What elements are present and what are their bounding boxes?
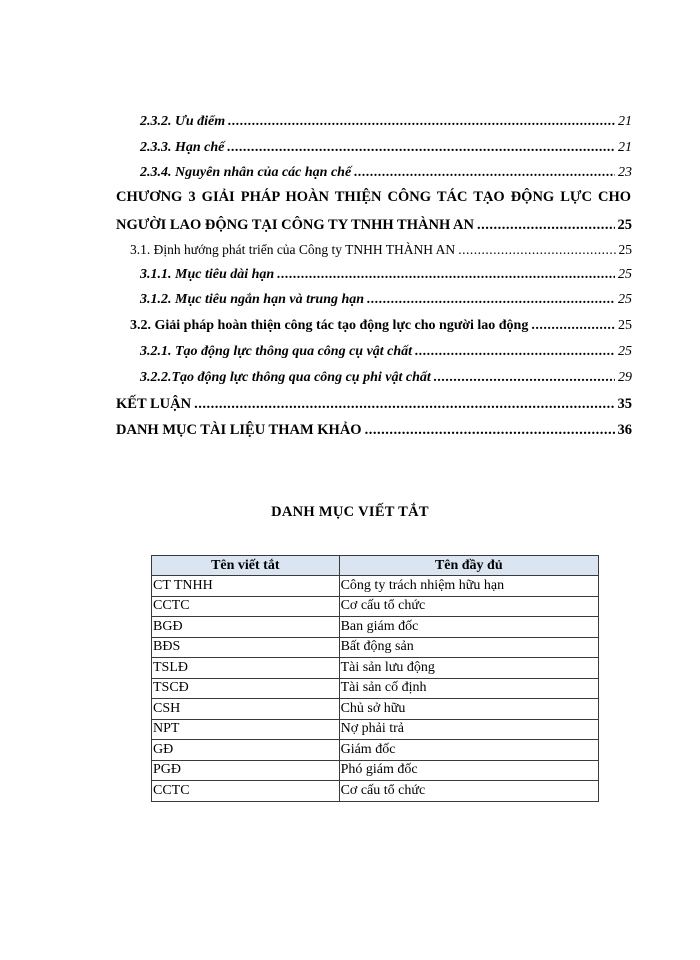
table-row: [152, 576, 599, 597]
toc-entry-page: 25: [618, 267, 632, 282]
toc-entry-page: 29: [618, 370, 632, 385]
full-name-cell: Giám đốc: [339, 740, 598, 761]
toc-entry-label: 3.1.2. Mục tiêu ngắn hạn và trung hạn: [140, 292, 365, 307]
table-row: [152, 596, 599, 617]
toc-leader: [227, 140, 615, 156]
table-row: [152, 617, 599, 638]
abbreviation-cell: CCTC: [152, 781, 340, 802]
toc-leader: [365, 422, 615, 439]
column-header-full-name: Tên đầy đủ: [339, 556, 598, 576]
toc-entry-label: 2.3.3. Hạn chế: [140, 140, 225, 155]
abbreviations-table: [151, 555, 599, 802]
toc-entry[interactable]: [140, 114, 632, 130]
toc-entry[interactable]: [130, 318, 632, 334]
table-row: [152, 658, 599, 679]
full-name-cell: Nợ phải trả: [339, 719, 598, 740]
toc-leader: [367, 292, 615, 308]
table-row: [152, 719, 599, 740]
toc-entry-page: 21: [618, 114, 632, 129]
full-name-cell: Bất động sản: [339, 637, 598, 658]
toc-entry[interactable]: [116, 422, 632, 439]
full-name-cell: Tài sản cố định: [339, 678, 598, 699]
toc-entry[interactable]: [130, 242, 632, 258]
toc-entry-label: 2.3.4. Nguyên nhân của các hạn chế: [140, 165, 352, 180]
toc-entry-page: 36: [617, 422, 632, 438]
abbreviation-cell: CSH: [152, 699, 340, 720]
toc-entry-label: 3.2.1. Tạo động lực thông qua công cụ vật chất: [140, 344, 413, 359]
toc-entry-label: 2.3.2. Ưu điểm: [140, 114, 226, 129]
full-name-cell: Phó giám đốc: [339, 760, 598, 781]
toc-entry-page: 35: [617, 396, 632, 412]
abbreviation-cell: BĐS: [152, 637, 340, 658]
toc-entry[interactable]: [140, 165, 632, 181]
toc-entry-label: 3.1. Định hướng phát triển của Công ty TNHH THÀNH AN: [130, 242, 456, 257]
toc-entry-label: NGƯỜI LAO ĐỘNG TẠI CÔNG TY TNHH THÀNH AN: [116, 217, 474, 233]
toc-entry[interactable]: [140, 267, 632, 283]
abbreviation-cell: NPT: [152, 719, 340, 740]
table-row: [152, 637, 599, 658]
toc-chapter-heading[interactable]: CHƯƠNG 3 GIẢI PHÁP HOÀN THIỆN CÔNG TÁC TẠO ĐỘNG LỰC CHO: [116, 189, 631, 205]
toc-entry-page: 25: [618, 242, 632, 257]
toc-entry[interactable]: [116, 396, 632, 413]
toc-leader: [415, 344, 615, 360]
toc-entry[interactable]: [116, 217, 632, 234]
toc-entry[interactable]: [140, 292, 632, 308]
full-name-cell: Cơ cấu tổ chức: [339, 596, 598, 617]
full-name-cell: Công ty trách nhiệm hữu hạn: [339, 576, 598, 597]
full-name-cell: Tài sản lưu động: [339, 658, 598, 679]
table-row: [152, 781, 599, 802]
toc-leader: [477, 217, 615, 234]
table-row: [152, 760, 599, 781]
toc-leader: [458, 242, 615, 258]
abbreviation-cell: TSLĐ: [152, 658, 340, 679]
full-name-cell: Cơ cấu tổ chức: [339, 781, 598, 802]
toc-leader: [277, 267, 615, 283]
toc-entry-page: 25: [618, 318, 632, 333]
full-name-cell: Ban giám đốc: [339, 617, 598, 638]
toc-entry-page: 23: [618, 165, 632, 180]
toc-entry-page: 25: [618, 344, 632, 359]
toc-entry[interactable]: [140, 140, 632, 156]
toc-leader: [354, 165, 615, 181]
table-header-row: [152, 556, 599, 576]
column-header-abbreviation: Tên viết tắt: [152, 556, 340, 576]
toc-entry-page: 21: [618, 140, 632, 155]
table-row: [152, 699, 599, 720]
toc-leader: [434, 370, 615, 386]
abbreviation-cell: CT TNHH: [152, 576, 340, 597]
abbreviation-cell: PGĐ: [152, 760, 340, 781]
toc-entry[interactable]: [140, 344, 632, 360]
full-name-cell: Chủ sở hữu: [339, 699, 598, 720]
abbreviation-cell: CCTC: [152, 596, 340, 617]
toc-leader: [194, 396, 614, 413]
abbreviation-cell: BGĐ: [152, 617, 340, 638]
table-row: [152, 740, 599, 761]
toc-entry-label: 3.2.2.Tạo động lực thông qua công cụ phi vật chất: [140, 370, 431, 385]
abbreviation-cell: TSCĐ: [152, 678, 340, 699]
toc-leader: [531, 318, 615, 334]
toc-entry-label: KẾT LUẬN: [116, 396, 192, 412]
abbreviations-title: DANH MỤC VIẾT TẮT: [271, 504, 429, 520]
toc-entry-page: 25: [618, 292, 632, 307]
toc-entry-page: 25: [617, 217, 632, 233]
toc-entry[interactable]: [140, 370, 632, 386]
toc-entry-label: 3.2. Giải pháp hoàn thiện công tác tạo động lực cho người lao động: [130, 318, 529, 333]
table-row: [152, 678, 599, 699]
abbreviation-cell: GĐ: [152, 740, 340, 761]
toc-entry-label: DANH MỤC TÀI LIỆU THAM KHẢO: [116, 422, 362, 438]
toc-entry-label: 3.1.1. Mục tiêu dài hạn: [140, 267, 275, 282]
toc-leader: [228, 114, 615, 130]
